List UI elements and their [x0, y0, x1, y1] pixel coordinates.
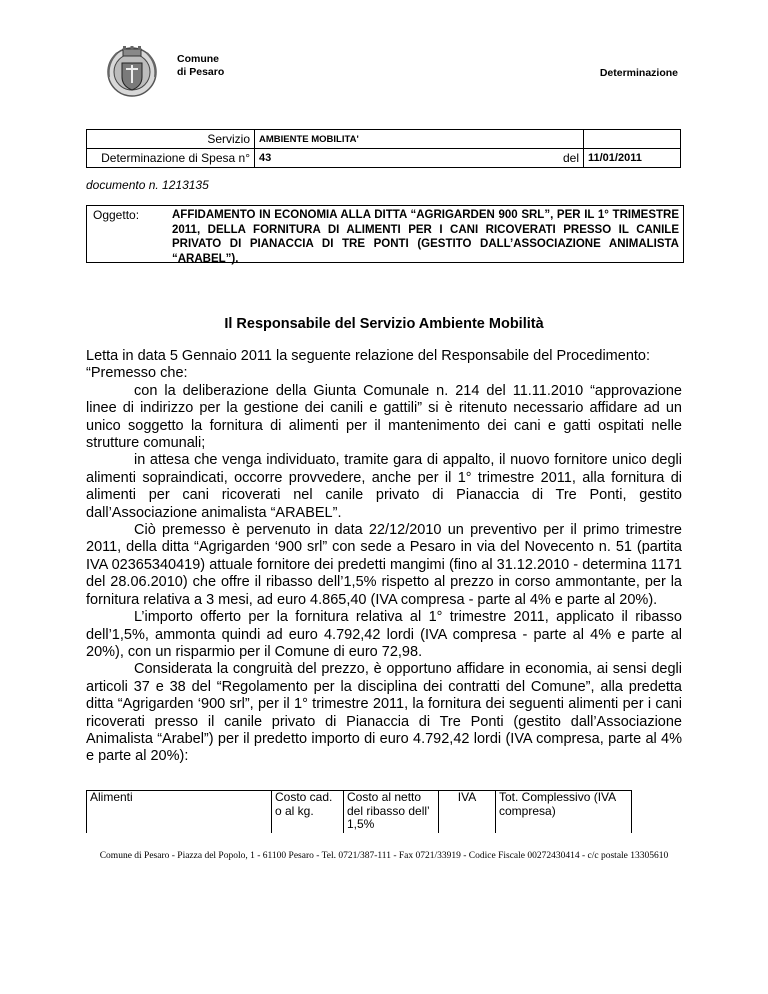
determinazione-label: Determinazione di Spesa n° — [87, 149, 255, 168]
body-paragraph-3: con la deliberazione della Giunta Comunale n. 214 del 11.11.2010 “approvazione linee di indirizzo per la gestione dei canili e gattili” si è ritenuto necessario affidare ad un unico soggetto la fornitura di alimenti per il mantenimento dei cani e gatti ospitati nelle strutture comunali; — [86, 382, 682, 452]
body-paragraph-4: in attesa che venga individuato, tramite gara di appalto, il nuovo fornitore unico degli alimenti sopraindicati, occorre provvedere, anche per il 1° trimestre 2011, alla fornitura di alimenti per cani ricoverati nel canile privato di Pianaccia di Tre Ponti, gestito dall’Associazione animalista “ARABEL”. — [86, 452, 682, 521]
oggetto-box — [86, 205, 684, 263]
page-footer: Comune di Pesaro - Piazza del Popolo, 1 - 61100 Pesaro - Tel. 0721/387-111 - Fax 0721/33919 - Codice Fiscale 00272430414 - c/c postale 13305610 — [99, 851, 669, 861]
del-label: del — [535, 149, 584, 168]
municipality-line2: di Pesaro — [177, 66, 225, 78]
body-paragraph-5: Ciò premesso è pervenuto in data 22/12/2010 un preventivo per il primo trimestre 2011, della ditta “Agrigarden ‘900 srl” con sede a Pesaro in via del Novecento n. 51 (partita IVA 02365340419) attuale fornitore dei predetti mangimi (fino al 31.12.2010 - determina 1171 del 28.06.2010) che offre il ribasso dell’1,5% rispetto al prezzo in corso ammontante, per la fornitura relativa a 3 mesi, ad euro 4.865,40 (IVA compresa - parte al 4% e parte al 20%). — [86, 522, 682, 608]
oggetto-label: Oggetto: — [93, 208, 140, 222]
body-paragraph-6: L’importo offerto per la fornitura relativa al 1° trimestre 2011, applicato il ribasso dell’1,5%, ammonta quindi ad euro 4.792,42 lordi (IVA compresa - parte al 4% e parte al 20%), con un risparmio per il Comune di euro 72,98. — [86, 609, 682, 660]
items-header-iva: IVA — [439, 791, 496, 833]
items-header-costo: Costo cad. o al kg. — [272, 791, 344, 833]
items-header-totale: Tot. Complessivo (IVA compresa) — [496, 791, 632, 833]
items-header-alimenti: Alimenti — [87, 791, 272, 833]
body-paragraph-7: Considerata la congruità del prezzo, è opportuno affidare in economia, ai sensi degli articoli 37 e 38 del “Regolamento per la disciplina dei contratti del Comune”, alla predetta ditta “Agrigarden ‘900 srl”, per il 1° trimestre 2011, la fornitura dei seguenti alimenti per i cani ricoverati presso il canile privato di Pianaccia di Tre Ponti (gestito dall’Associazione Animalista “Arabel”) per il predetto importo di euro 4.792,42 lordi (IVA compresa, parte al 4% e parte al 20%): — [86, 661, 682, 765]
meta-table — [86, 129, 681, 168]
body-paragraph-2: “Premesso che: — [86, 365, 188, 382]
determinazione-date: 11/01/2011 — [584, 149, 681, 168]
determinazione-number: 43 — [255, 149, 536, 168]
document-number: documento n. 1213135 — [86, 178, 209, 192]
oggetto-text: AFFIDAMENTO IN ECONOMIA ALLA DITTA “AGRIGARDEN 900 SRL”, PER IL 1° TRIMESTRE 2011, DELLA FORNITURA DI ALIMENTI PER I CANI RICOVERATI PRESSO IL CANILE PRIVATO DI PIANACCIA DI TRE PONTI (GESTITO DALL’ASSOCIAZIONE ANIMALISTA “ARABEL”). — [172, 209, 679, 265]
items-table — [86, 790, 632, 833]
items-header-costo-netto: Costo al netto del ribasso dell’ 1,5% — [344, 791, 439, 833]
servizio-value: AMBIENTE MOBILITA' — [255, 130, 584, 149]
servizio-empty-cell — [584, 130, 681, 149]
body-text — [86, 348, 682, 766]
page-title: Il Responsabile del Servizio Ambiente Mobilità — [224, 316, 544, 332]
body-paragraph-1: Letta in data 5 Gennaio 2011 la seguente relazione del Responsabile del Procedimento: — [86, 348, 651, 364]
municipality-name — [177, 53, 224, 79]
municipal-crest-icon — [103, 41, 161, 99]
document-type: Determinazione — [599, 67, 678, 79]
municipality-line1: Comune — [177, 53, 219, 65]
servizio-label: Servizio — [87, 130, 255, 149]
